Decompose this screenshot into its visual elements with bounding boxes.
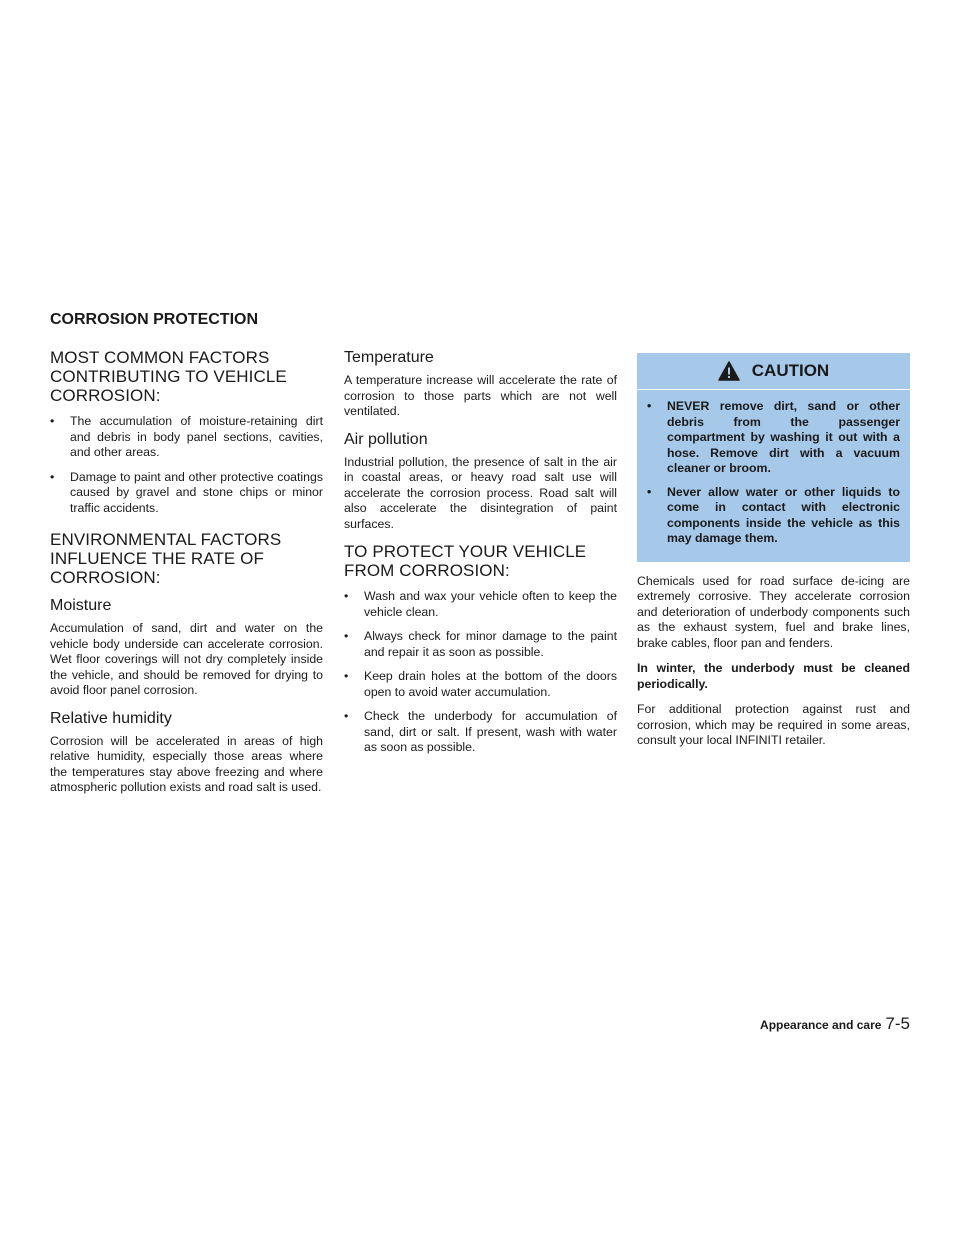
list-item bbox=[344, 709, 617, 756]
protect-heading: TO PROTECT YOUR VEHICLE FROM CORROSION: bbox=[344, 542, 587, 580]
list-item bbox=[647, 399, 900, 477]
caution-header bbox=[637, 353, 910, 390]
list-item bbox=[50, 470, 323, 517]
environmental-heading: ENVIRONMENTAL FACTORS INFLUENCE THE RATE OF CORROSION: bbox=[50, 530, 282, 587]
page-title: CORROSION PROTECTION bbox=[50, 311, 259, 328]
moisture-text: Accumulation of sand, dirt and water on the vehicle body underside can accelerate corrosion. Wet floor coverings will not dry completely inside the vehicle, and should be removed for drying to avoid floor panel corrosion. bbox=[50, 621, 323, 697]
temperature-heading: Temperature bbox=[344, 349, 434, 366]
caution-body bbox=[637, 390, 910, 562]
factors-heading: MOST COMMON FACTORS CONTRIBUTING TO VEHICLE CORROSION: bbox=[50, 348, 287, 405]
column-1 bbox=[50, 348, 323, 806]
moisture-heading: Moisture bbox=[50, 597, 112, 614]
list-item-text: The accumulation of moisture-retaining dirt and debris in body panel sections, cavities, and other areas. bbox=[70, 414, 323, 459]
page-footer bbox=[637, 1014, 910, 1034]
list-item-text: Keep drain holes at the bottom of the doors open to avoid water accumulation. bbox=[364, 669, 617, 699]
list-item bbox=[344, 669, 617, 700]
bullet-icon: • bbox=[344, 629, 349, 643]
air-pollution-heading: Air pollution bbox=[344, 430, 428, 448]
air-pollution-text: Industrial pollution, the presence of salt in the air in coastal areas, or heavy road salt use will accelerate the corrosion process. Road salt will also accelerate the disintegration of paint surfaces. bbox=[344, 454, 617, 531]
factors-list bbox=[50, 414, 323, 516]
additional-text: For additional protection against rust and corrosion, which may be required in some areas, consult your local INFINITI retailer. bbox=[637, 702, 910, 747]
bullet-icon: • bbox=[344, 709, 349, 723]
bullet-icon: • bbox=[344, 589, 349, 603]
temperature-text: A temperature increase will accelerate the rate of corrosion to those parts which are not well ventilated. bbox=[344, 373, 617, 418]
column-3 bbox=[637, 348, 910, 759]
list-item bbox=[344, 589, 617, 620]
page-number: 7-5 bbox=[885, 1014, 910, 1033]
caution-box bbox=[637, 353, 910, 562]
humidity-heading: Relative humidity bbox=[50, 709, 172, 727]
bullet-icon: • bbox=[50, 469, 55, 484]
bullet-icon: • bbox=[647, 399, 652, 413]
protect-list bbox=[344, 589, 617, 756]
list-item-text: Always check for minor damage to the paint and repair it as soon as possible. bbox=[364, 629, 617, 659]
winter-text: In winter, the underbody must be cleaned periodically. bbox=[637, 661, 910, 691]
chemicals-text: Chemicals used for road surface de-icing are extremely corrosive. They accelerate corrosion and deterioration of underbody components such as the exhaust system, fuel and brake lines, brake cables, floor pan and fenders. bbox=[637, 573, 910, 650]
list-item bbox=[647, 485, 900, 547]
caution-list bbox=[647, 399, 900, 547]
list-item bbox=[50, 414, 323, 461]
bullet-icon: • bbox=[647, 484, 652, 499]
humidity-text: Corrosion will be accelerated in areas of high relative humidity, especially those areas where the temperatures stay above freezing and where atmospheric pollution exists and road salt is used. bbox=[50, 733, 323, 794]
list-item-text: Check the underbody for accumulation of sand, dirt or salt. If present, wash with water as soon as possible. bbox=[364, 709, 617, 754]
bullet-icon: • bbox=[50, 414, 55, 428]
warning-triangle-icon bbox=[718, 361, 740, 381]
caution-title: CAUTION bbox=[751, 361, 830, 380]
list-item-text: Wash and wax your vehicle often to keep the vehicle clean. bbox=[364, 589, 617, 619]
column-2 bbox=[344, 348, 617, 770]
list-item-text: NEVER remove dirt, sand or other debris from the passenger compartment by washing it out with a hose. Remove dirt with a vacuum cleaner or broom. bbox=[667, 399, 900, 475]
list-item-text: Never allow water or other liquids to come in contact with electronic components inside the vehicle as this may damage them. bbox=[667, 484, 900, 545]
footer-section-title: Appearance and care bbox=[760, 1018, 882, 1032]
list-item-text: Damage to paint and other protective coatings caused by gravel and stone chips or minor traffic accidents. bbox=[70, 469, 323, 515]
bullet-icon: • bbox=[344, 669, 349, 683]
list-item bbox=[344, 629, 617, 660]
